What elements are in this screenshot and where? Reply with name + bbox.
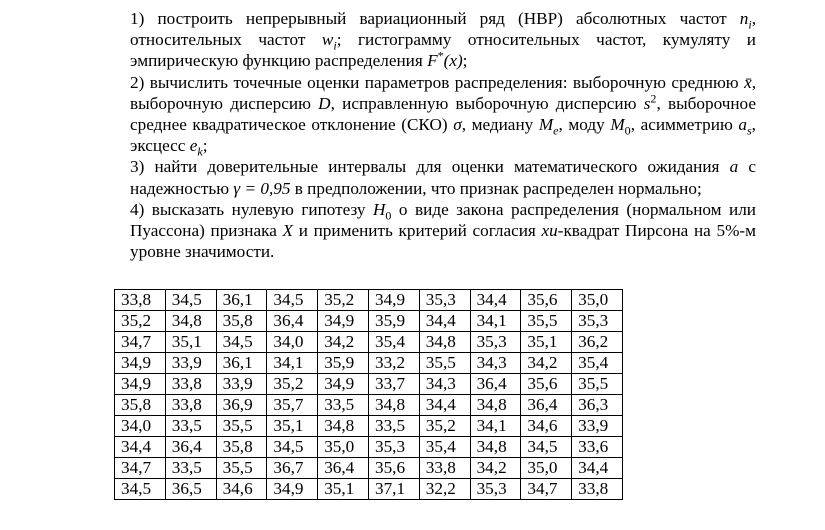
table-cell: 34,6 — [216, 479, 267, 500]
math-symbol: хи — [541, 221, 558, 241]
table-row — [115, 437, 623, 458]
table-cell: 33,5 — [318, 395, 369, 416]
table-cell: 34,5 — [267, 290, 318, 311]
table-cell: 35,9 — [368, 311, 419, 332]
math-symbol: D — [318, 93, 331, 113]
task-text: , эксцесс — [130, 115, 756, 156]
task-text: , медиану — [461, 115, 539, 135]
table-cell: 34,4 — [470, 290, 521, 311]
math-symbol: σ — [453, 115, 462, 135]
table-cell: 33,6 — [572, 437, 623, 458]
math-symbol: X — [282, 221, 294, 241]
table-cell: 34,9 — [318, 311, 369, 332]
table-cell: 34,4 — [419, 395, 470, 416]
table-cell: 33,8 — [572, 479, 623, 500]
table-cell: 35,9 — [318, 353, 369, 374]
table-cell: 34,2 — [318, 332, 369, 353]
task-text: , асимметрию — [630, 115, 739, 135]
math-subscript: 0 — [385, 208, 392, 223]
table-cell: 34,7 — [115, 332, 166, 353]
table-cell: 35,6 — [521, 374, 572, 395]
task-text: ; гистограмму относительных частот, кумуляту и эмпирическую функцию распределения — [130, 30, 756, 71]
table-cell: 35,1 — [318, 479, 369, 500]
table-cell: 35,3 — [470, 332, 521, 353]
table-row — [115, 290, 623, 311]
table-row — [115, 395, 623, 416]
table-cell: 33,8 — [165, 374, 216, 395]
table-cell: 34,8 — [470, 395, 521, 416]
table-cell: 34,8 — [165, 311, 216, 332]
task-text: и применить критерий согласия — [293, 221, 542, 241]
table-cell: 36,4 — [470, 374, 521, 395]
table-cell: 33,9 — [216, 374, 267, 395]
table-cell: 34,3 — [419, 374, 470, 395]
table-cell: 34,4 — [115, 437, 166, 458]
table-cell: 35,2 — [419, 416, 470, 437]
task-text: 3) найти доверительные интервалы для оценки математического ожидания — [130, 157, 730, 177]
table-cell: 37,1 — [368, 479, 419, 500]
task-text: в предположении, что признак распределен нормально; — [290, 178, 702, 198]
math-symbol: s — [643, 93, 651, 113]
table-cell: 35,2 — [318, 290, 369, 311]
math-symbol: a — [738, 115, 747, 135]
table-cell: 35,1 — [165, 332, 216, 353]
task-text: , выборочную дисперсию — [130, 72, 756, 113]
table-cell: 35,5 — [419, 353, 470, 374]
table-cell: 34,3 — [470, 353, 521, 374]
table-cell: 36,4 — [267, 311, 318, 332]
data-table — [114, 289, 623, 500]
table-cell: 35,5 — [216, 458, 267, 479]
task-text: , моду — [558, 115, 611, 135]
math-symbol: H — [373, 199, 386, 219]
task-2 — [130, 72, 756, 157]
table-cell: 33,7 — [368, 374, 419, 395]
table-cell: 34,9 — [115, 374, 166, 395]
table-cell: 34,5 — [115, 479, 166, 500]
table-cell: 35,8 — [216, 311, 267, 332]
math-subscript: k — [197, 144, 203, 159]
task-text: , исправленную выборочную дисперсию — [330, 93, 644, 113]
table-cell: 35,5 — [572, 374, 623, 395]
math-subscript: 0 — [624, 123, 631, 138]
table-cell: 36,5 — [165, 479, 216, 500]
math-symbol: w — [321, 30, 334, 50]
task-text: ; — [462, 51, 468, 71]
table-row — [115, 416, 623, 437]
table-cell: 33,5 — [165, 458, 216, 479]
math-subscript: i — [748, 17, 752, 32]
table-cell: 34,1 — [267, 353, 318, 374]
task-text: с надежностью — [130, 157, 756, 198]
table-cell: 36,1 — [216, 353, 267, 374]
math-superscript: * — [437, 48, 444, 63]
table-cell: 34,9 — [368, 290, 419, 311]
table-cell: 34,7 — [521, 479, 572, 500]
table-cell: 34,2 — [470, 458, 521, 479]
table-cell: 34,5 — [521, 437, 572, 458]
table-cell: 34,7 — [115, 458, 166, 479]
table-cell: 33,8 — [115, 290, 166, 311]
table-cell: 34,4 — [572, 458, 623, 479]
table-cell: 35,3 — [572, 311, 623, 332]
table-cell: 34,6 — [521, 416, 572, 437]
table-cell: 34,0 — [115, 416, 166, 437]
table-cell: 34,0 — [267, 332, 318, 353]
table-cell: 33,5 — [165, 416, 216, 437]
table-cell: 33,8 — [419, 458, 470, 479]
math-symbol: n — [739, 9, 749, 28]
table-cell: 34,8 — [470, 437, 521, 458]
table-row — [115, 374, 623, 395]
task-text: , относительных частот — [130, 9, 756, 50]
table-cell: 36,4 — [521, 395, 572, 416]
table-cell: 33,8 — [165, 395, 216, 416]
task-4 — [130, 199, 756, 263]
table-cell: 34,5 — [165, 290, 216, 311]
table-cell: 36,1 — [216, 290, 267, 311]
table-cell: 35,6 — [521, 290, 572, 311]
table-cell: 36,4 — [165, 437, 216, 458]
math-symbol: M — [538, 115, 554, 135]
task-text: о виде закона распределения (нормальном или Пуассона) признака — [130, 199, 757, 241]
table-cell: 34,9 — [115, 353, 166, 374]
task-list — [130, 8, 756, 262]
table-cell: 35,2 — [267, 374, 318, 395]
table-cell: 35,0 — [521, 458, 572, 479]
table-cell: 35,1 — [267, 416, 318, 437]
table-cell: 35,0 — [318, 437, 369, 458]
table-cell: 34,5 — [267, 437, 318, 458]
table-cell: 35,4 — [572, 353, 623, 374]
table-cell: 32,2 — [419, 479, 470, 500]
table-cell: 33,5 — [368, 416, 419, 437]
table-cell: 33,9 — [572, 416, 623, 437]
data-table-body — [115, 290, 623, 500]
table-row — [115, 332, 623, 353]
table-cell: 36,9 — [216, 395, 267, 416]
math-symbol: e — [189, 136, 198, 156]
math-symbol: a — [729, 157, 739, 177]
table-cell: 35,4 — [368, 332, 419, 353]
math-symbol: γ = 0,95 — [233, 178, 291, 198]
table-row — [115, 458, 623, 479]
table-cell: 35,3 — [368, 437, 419, 458]
table-cell: 35,2 — [115, 311, 166, 332]
task-text: ; — [202, 136, 208, 156]
table-cell: 34,9 — [267, 479, 318, 500]
task-text: 2) вычислить точечные оценки параметров распределения: выборочную среднюю — [130, 72, 745, 92]
table-cell: 35,4 — [419, 437, 470, 458]
table-cell: 33,2 — [368, 353, 419, 374]
table-cell: 34,5 — [216, 332, 267, 353]
table-cell: 34,4 — [419, 311, 470, 332]
table-cell: 34,9 — [318, 374, 369, 395]
table-cell: 35,3 — [419, 290, 470, 311]
math-symbol: M — [610, 115, 625, 135]
table-cell: 35,1 — [521, 332, 572, 353]
table-cell: 33,9 — [165, 353, 216, 374]
table-cell: 34,8 — [419, 332, 470, 353]
table-cell: 36,4 — [318, 458, 369, 479]
task-1 — [130, 8, 756, 72]
math-subscript: i — [333, 38, 337, 53]
table-cell: 36,7 — [267, 458, 318, 479]
task-text: , выборочное среднее квадратическое отклонение (СКО) — [130, 93, 756, 135]
table-cell: 35,0 — [572, 290, 623, 311]
math-symbol: (x) — [443, 51, 463, 71]
table-cell: 36,2 — [572, 332, 623, 353]
table-row — [115, 311, 623, 332]
math-superscript: 2 — [650, 91, 657, 106]
task-text: 4) высказать нулевую гипотезу — [130, 199, 373, 219]
table-cell: 34,2 — [521, 353, 572, 374]
task-3 — [130, 156, 756, 198]
math-subscript: s — [746, 123, 752, 138]
table-row — [115, 353, 623, 374]
table-cell: 34,1 — [470, 311, 521, 332]
table-cell: 35,8 — [115, 395, 166, 416]
table-cell: 34,1 — [470, 416, 521, 437]
math-symbol: F — [427, 51, 438, 71]
math-symbol: x̄ — [744, 72, 752, 92]
table-cell: 36,3 — [572, 395, 623, 416]
table-cell: 34,8 — [368, 395, 419, 416]
table-cell: 35,5 — [521, 311, 572, 332]
table-cell: 35,5 — [216, 416, 267, 437]
table-cell: 35,7 — [267, 395, 318, 416]
task-text: -квадрат Пирсона на 5%-м уровне значимости. — [130, 221, 757, 262]
table-cell: 35,3 — [470, 479, 521, 500]
table-row — [115, 479, 623, 500]
math-subscript: e — [553, 123, 559, 138]
table-cell: 34,8 — [318, 416, 369, 437]
table-cell: 35,6 — [368, 458, 419, 479]
task-text: 1) построить непрерывный вариационный ряд (НВР) абсолютных частот — [130, 9, 740, 28]
table-cell: 35,8 — [216, 437, 267, 458]
